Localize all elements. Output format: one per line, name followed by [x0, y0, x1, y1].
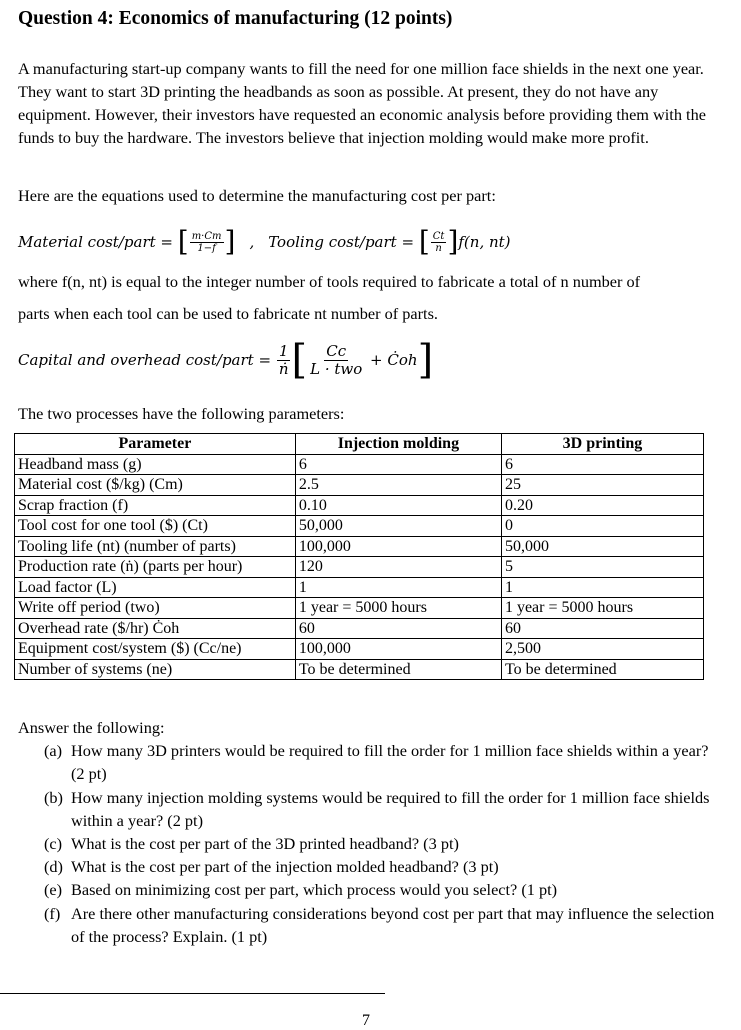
- tooling-function: f(n, nt): [458, 233, 511, 251]
- material-denominator: 1−f: [197, 242, 216, 254]
- capital-overhead-equation: Capital and overhead cost/part = $\frac{1}{\text{ṅ}}$ [ $\frac{Cc}{\text{L · two}}$ + Ċoh ]: [18, 337, 434, 383]
- table-cell: To be determined: [501, 659, 703, 680]
- table-row: [15, 598, 704, 619]
- question-text: What is the cost per part of the 3D printed headband? (3 pt): [71, 834, 459, 854]
- tooling-numerator: Ct: [432, 230, 445, 242]
- material-cost-lhs: Material cost/part =: [18, 233, 173, 251]
- tooling-cost-fraction: [431, 231, 447, 254]
- tooling-cost-lhs: Tooling cost/part =: [268, 233, 415, 251]
- table-cell: 1: [501, 577, 703, 598]
- table-cell: 100,000: [295, 536, 501, 557]
- question-text: What is the cost per part of the injection molded headband? (3 pt): [71, 857, 499, 877]
- capital-outer-fraction: [277, 343, 291, 377]
- table-row: [15, 557, 704, 578]
- table-cell: Number of systems (ne): [15, 659, 296, 680]
- material-tooling-equations: Material cost/part = [ $\frac{m\cdot Cm}{1-f}$ ] , Tooling cost/part = [ $\frac{Ct}{n}$ ] f(n, nt): [18, 225, 511, 258]
- table-header: Parameter: [15, 434, 296, 455]
- table-cell: 6: [501, 454, 703, 475]
- table-intro: The two processes have the following parameters:: [18, 404, 345, 423]
- table-row: [15, 454, 704, 475]
- table-cell: Load factor (L): [15, 577, 296, 598]
- material-numerator: m·Cm: [191, 230, 222, 242]
- equation-comma: ,: [249, 233, 255, 251]
- question-item: [18, 786, 718, 832]
- question-label: (b): [44, 787, 63, 807]
- question-label: (c): [44, 834, 63, 854]
- table-cell: Tooling life (nt) (number of parts): [15, 536, 296, 557]
- question-label: (f): [44, 903, 61, 923]
- table-row: [15, 495, 704, 516]
- answers-lead: Answer the following:: [18, 718, 165, 737]
- question-text: How many 3D printers would be required to fill the order for 1 million face shields within a year? (2 pt): [71, 741, 709, 784]
- question-item: [18, 878, 718, 901]
- table-cell: Production rate (ṅ) (parts per hour): [15, 557, 296, 578]
- overhead-term: + Ċoh: [370, 351, 418, 369]
- table-cell: Write off period (two): [15, 598, 296, 619]
- table-row: [15, 475, 704, 496]
- parameters-table: [14, 433, 704, 680]
- table-header: 3D printing: [501, 434, 703, 455]
- table-row: [15, 659, 704, 680]
- question-label: (d): [44, 857, 63, 877]
- capital-inner-numerator: Cc: [326, 342, 347, 360]
- equations-intro: Here are the equations used to determine the manufacturing cost per part:: [18, 186, 496, 205]
- question-text: Based on minimizing cost per part, which process would you select? (1 pt): [71, 880, 558, 900]
- table-cell: Tool cost for one tool ($) (Ct): [15, 516, 296, 537]
- table-cell: 0: [501, 516, 703, 537]
- question-text: How many injection molding systems would be required to fill the order for 1 million face shields within a year? (2 pt): [71, 787, 710, 830]
- table-cell: 25: [501, 475, 703, 496]
- table-cell: 60: [501, 618, 703, 639]
- table-row: [15, 577, 704, 598]
- table-header: Injection molding: [295, 434, 501, 455]
- table-cell: 0.10: [295, 495, 501, 516]
- question-item: [18, 739, 718, 785]
- table-cell: Headband mass (g): [15, 454, 296, 475]
- material-cost-fraction: [190, 231, 224, 254]
- capital-inner-denominator: L · two: [310, 359, 363, 378]
- table-cell: Scrap fraction (f): [15, 495, 296, 516]
- table-row: [15, 618, 704, 639]
- question-list: [18, 739, 718, 948]
- question-text: Are there other manufacturing considerations beyond cost per part that may influence the selection of the process? Explain. (1 pt): [71, 903, 715, 946]
- table-row: [15, 639, 704, 660]
- question-label: (a): [44, 741, 63, 761]
- table-cell: 1 year = 5000 hours: [295, 598, 501, 619]
- table-header-row: [15, 434, 704, 455]
- table-cell: 5: [501, 557, 703, 578]
- table-cell: 1: [295, 577, 501, 598]
- questions-section: [18, 716, 718, 948]
- table-cell: 1 year = 5000 hours: [501, 598, 703, 619]
- tooling-denominator: n: [435, 242, 442, 254]
- table-cell: Equipment cost/system ($) (Cc/ne): [15, 639, 296, 660]
- table-cell: 100,000: [295, 639, 501, 660]
- where-line-2: parts when each tool can be used to fabricate nt number of parts.: [18, 304, 438, 323]
- table-cell: 6: [295, 454, 501, 475]
- table-cell: 60: [295, 618, 501, 639]
- capital-cost-lhs: Capital and overhead cost/part =: [18, 351, 272, 369]
- page-number: 7: [362, 1012, 370, 1029]
- table-cell: 0.20: [501, 495, 703, 516]
- capital-outer-denominator: ṅ: [278, 359, 289, 378]
- question-title: Question 4: Economics of manufacturing (12 points): [18, 8, 453, 29]
- intro-paragraph: A manufacturing start-up company wants to fill the need for one million face shields in the next one year. They want to start 3D printing the headbands as soon as possible. At present, they do not have any equipment. However, their investors have requested an economic analysis before providing them with the funds to buy the hardware. The investors believe that injection molding would make more profit.: [18, 59, 706, 147]
- table-cell: 50,000: [295, 516, 501, 537]
- table-cell: 50,000: [501, 536, 703, 557]
- table-cell: Material cost ($/kg) (Cm): [15, 475, 296, 496]
- question-label: (e): [44, 880, 63, 900]
- capital-inner-fraction: [308, 343, 364, 377]
- table-row: [15, 516, 704, 537]
- table-row: [15, 536, 704, 557]
- where-line-1: where f(n, nt) is equal to the integer number of tools required to fabricate a total of n number of: [18, 272, 641, 291]
- table-cell: To be determined: [295, 659, 501, 680]
- table-cell: Overhead rate ($/hr) Ċoh: [15, 618, 296, 639]
- question-item: [18, 855, 718, 878]
- question-item: [18, 902, 718, 948]
- table-cell: 2.5: [295, 475, 501, 496]
- capital-outer-numerator: 1: [278, 342, 289, 360]
- table-cell: 2,500: [501, 639, 703, 660]
- question-item: [18, 832, 718, 855]
- table-cell: 120: [295, 557, 501, 578]
- footnote-rule: [0, 993, 385, 994]
